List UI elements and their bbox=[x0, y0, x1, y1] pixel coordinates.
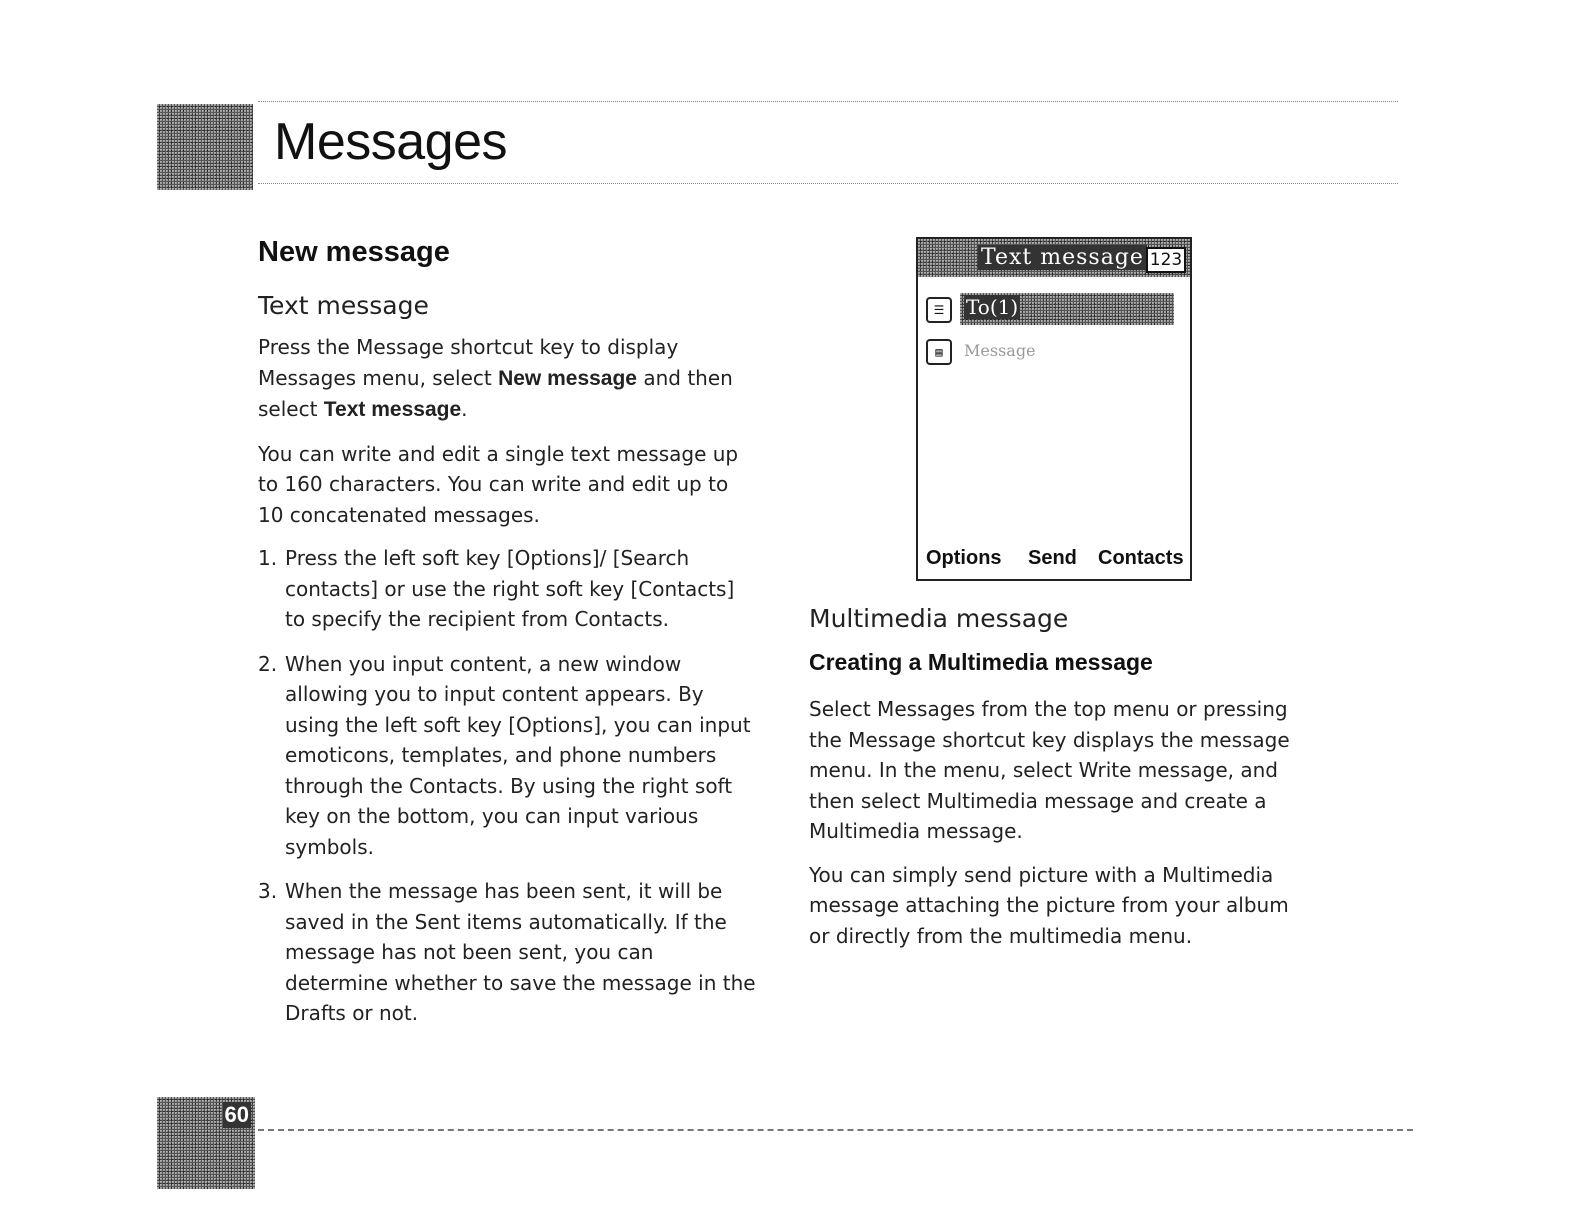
step-number: 1. bbox=[258, 546, 278, 570]
step-text: When you input content, a new window allowing you to input content appears. By using the left soft key [Options], you can input emoticons, templates, and phone numbers through the Contacts. By using the right soft key on the bottom, you can input various symbols. bbox=[285, 651, 751, 859]
step-number: 3. bbox=[258, 879, 278, 903]
message-icon: ▤ bbox=[926, 339, 952, 365]
section-title: New message bbox=[258, 236, 450, 268]
footer-rule bbox=[258, 1129, 1413, 1131]
softkey-options[interactable]: Options bbox=[926, 547, 1002, 569]
list-item bbox=[258, 876, 758, 1029]
phone-screenshot bbox=[916, 237, 1192, 581]
intro-text-mid: and then select bbox=[258, 365, 733, 421]
subsection-title-text-message: Text message bbox=[258, 291, 429, 320]
creating-multimedia-heading: Creating a Multimedia message bbox=[809, 649, 1153, 675]
page-number-block bbox=[157, 1097, 255, 1189]
softkey-contacts[interactable]: Contacts bbox=[1098, 547, 1184, 569]
step-text: Press the left soft key [Options]/ [Search contacts] or use the right soft key [Contacts] to specify the recipient from Contacts. bbox=[285, 546, 735, 631]
list-item bbox=[258, 649, 758, 863]
message-field[interactable]: Message bbox=[964, 341, 1036, 360]
right-column bbox=[809, 604, 1309, 964]
softkey-send[interactable]: Send bbox=[1028, 547, 1077, 569]
header-rule-top bbox=[258, 101, 1398, 102]
chapter-tab-marker bbox=[157, 104, 253, 190]
intro-bold-new-message: New message bbox=[498, 366, 637, 390]
recipient-icon: ☰ bbox=[926, 297, 952, 323]
multimedia-paragraph-1: Select Messages from the top menu or pressing the Message shortcut key displays the message menu. In the menu, select Write message, and then select Multimedia message and create a Multimedia message. bbox=[809, 697, 1290, 843]
length-paragraph: You can write and edit a single text message up to 160 characters. You can write and edit up to 10 concatenated messages. bbox=[258, 441, 739, 527]
phone-title: Text message bbox=[978, 245, 1147, 270]
steps-list bbox=[258, 543, 758, 1029]
to-field[interactable] bbox=[960, 293, 1174, 325]
multimedia-paragraph-2: You can simply send picture with a Multimedia message attaching the picture from your album or directly from the multimedia menu. bbox=[809, 862, 1289, 948]
list-item bbox=[258, 543, 758, 635]
phone-title-bar bbox=[918, 239, 1190, 277]
step-number: 2. bbox=[258, 651, 278, 676]
input-mode-badge: 123 bbox=[1146, 247, 1186, 273]
intro-text-post: . bbox=[461, 397, 468, 421]
intro-text-pre: Press the Message shortcut key to display Messages menu, select bbox=[258, 335, 679, 390]
subsection-title-multimedia: Multimedia message bbox=[809, 604, 1069, 633]
intro-bold-text-message: Text message bbox=[323, 398, 462, 421]
header-rule-bottom bbox=[258, 183, 1398, 184]
left-column bbox=[258, 236, 758, 1043]
intro-paragraph bbox=[258, 332, 758, 426]
to-field-label: To(1) bbox=[966, 295, 1019, 319]
step-text: When the message has been sent, it will be saved in the Sent items automatically. If the message has not been sent, you can determine whether to save the message in the Drafts or not. bbox=[285, 879, 756, 1025]
page-number: 60 bbox=[224, 1102, 249, 1127]
chapter-title: Messages bbox=[274, 113, 507, 171]
